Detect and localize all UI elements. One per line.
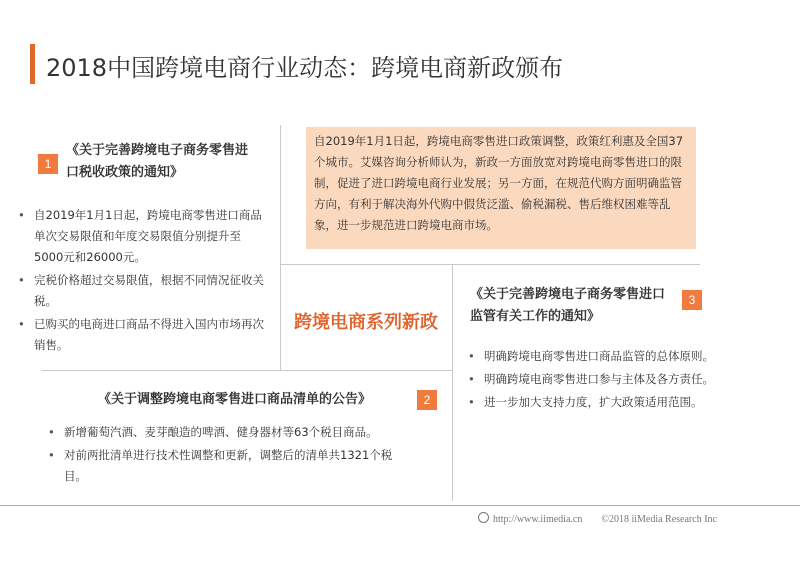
page-title: 2018中国跨境电商行业动态：跨境电商新政颁布 [46, 54, 564, 82]
policy-2-number-badge: 2 [417, 390, 437, 410]
divider-vertical-right [452, 264, 453, 501]
footer-copyright: ©2018 iiMedia Research Inc [601, 514, 717, 525]
policy-1-point-2: • 完税价格超过交易限值，根据不同情况征收关税。 [18, 270, 268, 312]
title-accent-bar [30, 44, 35, 84]
policy-2-point-1: • 新增葡萄汽酒、麦芽酿造的啤酒、健身器材等63个税目商品。 [48, 422, 408, 443]
footer-url[interactable]: http://www.iimedia.cn [493, 514, 583, 525]
policy-3-point-1: • 明确跨境电商零售进口商品监管的总体原则。 [468, 346, 768, 367]
highlight-summary-box [306, 127, 696, 249]
policy-1-point-1: • 自2019年1月1日起，跨境电商零售进口商品单次交易限值和年度交易限值分别提升至5000元和26000元。 [18, 205, 268, 268]
policy-3-point-2: • 明确跨境电商零售进口参与主体及各方责任。 [468, 369, 768, 390]
policy-3-point-3: • 进一步加大支持力度，扩大政策适用范围。 [468, 392, 768, 413]
highlight-summary-text: 自2019年1月1日起，跨境电商零售进口政策调整，政策红利惠及全国37个城市。艾媒咨询分析师认为，新政一方面放宽对跨境电商零售进口的限制，促进了进口跨境电商行业发展；另一方面，在规范代购方面明确监管方向，有利于解决海外代购中假货泛滥、偷税漏税、售后维权困难等乱象，进一步规范进口跨境电商市场。 [314, 134, 684, 232]
policy-2-list [48, 422, 408, 489]
policy-1-point-3: • 已购买的电商进口商品不得进入国内市场再次销售。 [18, 314, 268, 356]
policy-1-title: 《关于完善跨境电子商务零售进口税收政策的通知》 [66, 143, 249, 180]
globe-icon [478, 512, 489, 523]
center-series-label: 跨境电商系列新政 [294, 312, 438, 333]
divider-bottom [0, 505, 800, 506]
divider-horizontal-lower [42, 370, 452, 371]
divider-horizontal-middle [280, 264, 700, 265]
policy-2-point-2: • 对前两批清单进行技术性调整和更新，调整后的清单共1321个税目。 [48, 445, 408, 487]
policy-2-title: 《关于调整跨境电商零售进口商品清单的公告》 [98, 392, 372, 407]
policy-3-title: 《关于完善跨境电子商务零售进口监管有关工作的通知》 [470, 287, 666, 324]
policy-1-list [18, 205, 268, 358]
policy-3-list [468, 346, 768, 415]
divider-vertical-left [280, 125, 281, 370]
policy-1-number-badge: 1 [38, 154, 58, 174]
policy-3-number-badge: 3 [682, 290, 702, 310]
footer [478, 512, 717, 525]
